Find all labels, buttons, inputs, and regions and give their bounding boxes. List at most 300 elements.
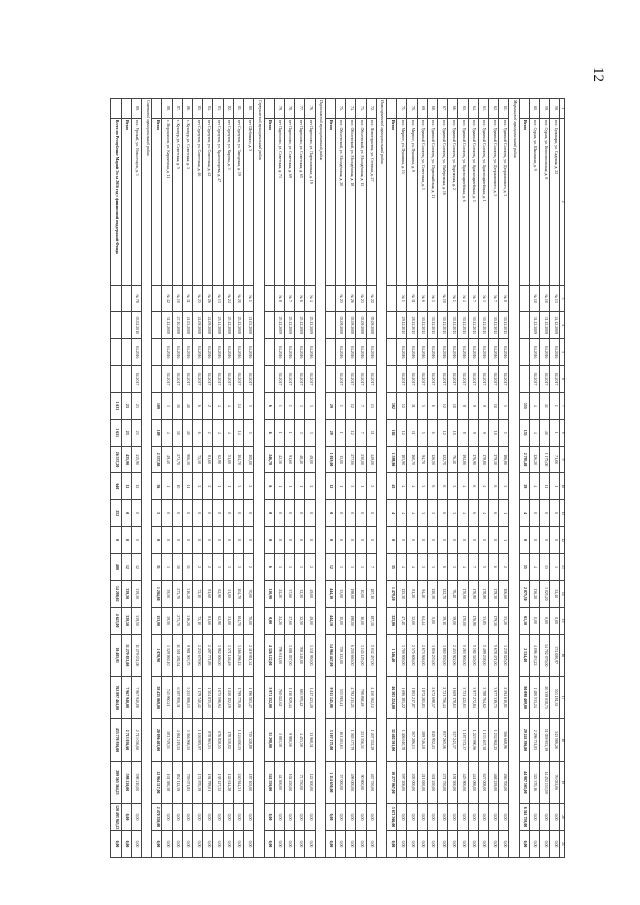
table-cell: 852 112,39 [172,761,182,803]
table-cell: 71. [397,99,407,119]
table-cell: 339,50 [121,607,131,634]
table-cell: 04.2016 [437,339,447,366]
table-cell: 4 [397,500,407,527]
address-cell: Итого [152,118,162,285]
table-cell [519,366,529,393]
table-cell: 1 [284,392,294,419]
table-cell: 04.2016 [356,339,366,366]
table-cell: 04.2017 [550,366,560,393]
table-cell: 4 [386,500,396,527]
table-cell: 9 911 145,00 [325,676,335,718]
table-cell [264,366,274,393]
table-cell: 04.2017 [131,366,141,393]
table-cell: 6 [264,473,274,500]
table-cell: 2 [193,554,203,581]
table-cell: № 10 [540,285,550,312]
table-cell: 170,00 [458,607,468,634]
table-cell: 81,60 [203,580,213,607]
table-cell: 76. [305,99,315,119]
table-cell: 3 977 319,75 [488,676,498,718]
address-cell: с. Кушнур, ул. Советская, д. 5 [172,118,182,285]
table-cell: 0 [427,527,437,554]
table-cell: 10 [448,419,458,446]
table-cell: № 8 [499,285,509,312]
table-cell: 48,40 [295,446,305,473]
section-row [509,99,519,858]
table-cell: 178,80 [478,446,488,473]
table-cell: 0,00 [274,804,284,831]
table-cell: 0,00 [131,804,141,831]
table-cell: 553 181,35 [550,676,560,718]
table-cell: № 22 [366,285,376,312]
table-cell: 0,00 [335,804,345,831]
table-cell: 0,00 [478,830,488,857]
table-cell: 0,00 [397,804,407,831]
table-cell: 3 239 025,00 [499,634,509,676]
table-cell: 05.09.2008 [366,312,376,339]
table-cell: 4 [407,500,417,527]
table-cell: 142 614,28 [223,761,233,803]
table-cell: 0,00 [366,830,376,857]
table-cell: 10 [488,392,498,419]
table-body [111,99,560,858]
table-cell: 0,00 [499,830,509,857]
table-cell [519,285,529,312]
table-cell: 104,70 [233,607,243,634]
table-row [223,99,233,858]
table-cell: 0 [223,500,233,527]
table-cell: 12 [131,554,141,581]
table-cell: 2 [499,554,509,581]
table-cell: 3 [305,392,315,419]
table-cell: 2 075,30 [519,580,529,607]
table-cell: 179,30 [488,580,498,607]
table-cell: 3 [417,500,427,527]
table-cell [111,312,122,339]
table-cell: 0 [244,527,254,554]
table-cell: 6 [264,554,274,581]
table-cell: 0,00 [540,607,550,634]
table-cell: 11 968,51 [305,719,315,761]
table-cell: 444,10 [325,580,335,607]
address-cell: Итого [325,118,335,285]
table-cell: 0,00 [172,804,182,831]
table-cell [519,339,529,366]
table-cell [519,312,529,339]
table-cell: 63. [478,99,488,119]
column-header: 16 [560,634,565,676]
table-cell: 59. [540,99,550,119]
address-cell: пгт Серпухов, ул. Советская, д. 46 [193,118,203,285]
table-cell: 178 330,02 [223,719,233,761]
table-cell: 0,00 [427,804,437,831]
table-cell: 87. [172,99,182,119]
table-cell: 0,00 [346,804,356,831]
table-cell: 1 [284,554,294,581]
table-cell: 39,50 [162,580,172,607]
table-cell: 9 980,56 [284,719,294,761]
table-cell: 0,00 [427,830,437,857]
table-row [550,99,560,858]
table-cell: 30.12.2011 [427,312,437,339]
table-cell: 6 [264,419,274,446]
table-cell: 30.12.2011 [499,312,509,339]
table-row [437,99,447,858]
table-cell: 2 713 036,60 [131,719,141,761]
table-cell: 20 096 403,00 [152,719,162,761]
table-cell: 40 [182,392,192,419]
table-cell: 60. [529,99,539,119]
table-cell: 2 721 756,44 [437,676,447,718]
table-cell: 0,00 [417,830,427,857]
table-cell: 29 [519,473,529,500]
table-cell: 04.2016 [427,339,437,366]
table-cell: 25.12.2009 [284,312,294,339]
address-cell: пос. Урожай, ул. Новоселцов, д. 3 [131,118,141,285]
table-cell: 0,00 [305,804,315,831]
table-cell: 9 [478,392,488,419]
table-cell: 179,10 [488,446,498,473]
table-cell: 1 [284,419,294,446]
table-cell: 186,80 [499,446,509,473]
table-cell: 2 453 922,06 [448,634,458,676]
table-cell: 04.2016 [223,339,233,366]
total-row [519,99,529,858]
table-cell: № 11 [182,285,192,312]
table-cell: 0,00 [417,804,427,831]
table-cell: 0 [284,527,294,554]
table-cell [519,99,529,119]
table-cell: 187,10 [366,607,376,634]
column-header: 19 [560,761,565,803]
table-cell: 435,90 [121,446,131,473]
table-cell: 0 [274,500,284,527]
table-cell: 04.2016 [397,339,407,366]
table-cell: 5 [478,554,488,581]
table-cell: 3 751 422,63 [458,676,468,718]
table-cell: 67. [437,99,447,119]
table-cell: 72. [366,99,376,119]
table-cell: 1 187 572,37 [458,719,468,761]
total-row [264,99,274,858]
table-cell: 78. [284,99,294,119]
table-cell: 277,00 [346,446,356,473]
table-cell: 3 671 566,00 [386,804,396,831]
address-cell: пгт Серпухов, ул. Заводская, д. 19 [233,118,243,285]
table-cell: 4 096 453,22 [529,634,539,676]
table-cell: 11 279 031,00 [131,634,141,676]
table-cell [152,366,162,393]
table-cell: 640 [111,473,122,500]
column-header: 2 [560,118,565,285]
table-cell: 3 865 030,00 [437,634,447,676]
table-cell: 122 300,00 [305,761,315,803]
table-cell: 0 [295,500,305,527]
table-row [427,99,437,858]
table-cell: 4 [213,392,223,419]
column-header: 15 [560,607,565,634]
table-row [162,99,172,858]
table-cell: 316,20 [182,580,192,607]
table-cell: 44 987 503,00 [519,761,529,803]
table-cell: 6 [488,554,498,581]
table-cell: 0 [540,500,550,527]
table-cell: 7 [468,554,478,581]
address-cell: пгт Серпухов, ул. Кирова, д. 3 [223,118,233,285]
table-cell: 2 [305,554,315,581]
table-cell: 30.12.2011 [437,312,447,339]
table-cell [152,339,162,366]
table-cell: 36 [152,473,162,500]
table-cell: 04.2016 [478,339,488,366]
table-cell: 0,00 [458,804,468,831]
table-cell: 15,00 [335,607,345,634]
table-cell: 12 [397,419,407,446]
table-cell: 0,00 [325,830,335,857]
table-cell: 0,00 [223,804,233,831]
table-cell: № 26 [346,285,356,312]
table-cell: 449,00 [366,446,376,473]
table-cell: 3 [448,473,458,500]
table-cell: 1 025,20 [540,580,550,607]
table-cell: 24.09.2008 [203,312,213,339]
table-cell: 240 944,31 [233,761,243,803]
table-cell: 176,90 [468,607,478,634]
table-row [448,99,458,858]
table-cell: 49,00 [305,607,315,634]
table-cell: 2 575 606,00 [407,634,417,676]
table-cell: 120 493 945,23 [111,804,122,831]
table-cell: 0 [346,527,356,554]
table-cell: 81. [233,99,243,119]
table-cell: 273,70 [172,580,182,607]
table-cell: 5 [427,500,437,527]
table-cell: 11 279 031,00 [121,634,131,676]
table-cell: 73. [356,99,366,119]
table-cell: 62. [488,99,498,119]
table-cell: 3 107 175,00 [325,719,335,761]
address-cell: пос. Удачный Солонец, ул. Курганная, д. 2 [448,118,458,285]
table-cell: 49,00 [305,446,315,473]
table-row [182,99,192,858]
table-cell: 04.2017 [437,366,447,393]
table-cell: 0 [550,527,560,554]
table-cell: 11 [407,392,417,419]
table-cell: 76,40 [448,446,458,473]
table-cell: 3 [233,554,243,581]
table-cell: 0 [529,527,539,554]
table-cell: 1 609 178,63 [448,676,458,718]
table-cell: 251 356,51 [356,719,366,761]
table-cell: 91,60 [284,446,294,473]
address-cell: Всего по Республике Марий Эл за 2016 год с финансовой поддержкой Фонда [111,118,122,285]
table-cell: 3 [305,419,315,446]
table-row [397,99,407,858]
table-cell: № 5 [427,285,437,312]
table-cell: 6 [468,473,478,500]
table-cell: 12 [325,473,335,500]
table-cell: 1 631 [111,392,122,419]
table-cell [121,339,131,366]
table-cell: 0 [244,500,254,527]
table-cell: 0 [131,500,141,527]
table-cell: 82. [223,99,233,119]
address-cell: пос. Удачный Солонец, ул. Красноармейская, д. 1 [478,118,488,285]
table-cell: № 42 [162,285,172,312]
table-cell: 323 370,16 [529,761,539,803]
address-cell: пгт Серпухов, ул. Краснозорева, д. 47 [213,118,223,285]
table-cell: 86. [182,99,192,119]
table-cell: 0 [172,500,182,527]
table-row [529,99,539,858]
table-cell: 4 [407,554,417,581]
table-cell: 04.2017 [346,366,356,393]
table-cell: 9 [468,392,478,419]
table-cell: 0,00 [356,804,366,831]
table-cell: 04.2017 [305,366,315,393]
table-cell: 0,00 [468,830,478,857]
section-row [376,99,386,858]
table-cell: 735 328,88 [244,719,254,761]
table-cell [264,312,274,339]
table-cell: 04.2016 [417,339,427,366]
table-cell: 04.2017 [233,366,243,393]
table-cell [264,99,274,119]
table-cell: 0 [223,527,233,554]
table-cell: 7 [366,554,376,581]
table-cell: 62,90 [213,607,223,634]
table-cell: 2 119 951,34 [244,634,254,676]
table-cell: 2 [244,473,254,500]
column-header: 7 [560,392,565,419]
table-cell: 0,00 [529,804,539,831]
table-cell: 138 127,32 [213,761,223,803]
table-cell: 35 [386,554,396,581]
table-cell: 2 255 679,90 [193,634,203,676]
table-cell: 122,70 [437,580,447,607]
table-cell: 1 [356,473,366,500]
table-cell: 0,00 [172,830,182,857]
table-cell: 04.2017 [540,366,550,393]
table-cell: 24,20 [274,580,284,607]
table-cell: 125,30 [397,580,407,607]
table-cell: 1 [550,392,560,419]
table-cell: 25.11.2008 [213,312,223,339]
table-cell: 598 210,00 [121,761,131,803]
table-cell [121,312,131,339]
table-cell: 2 594 610,81 [499,676,509,718]
address-cell: пос. Новогорьевск, ул. Степная, д. 27 [366,118,376,285]
table-cell: 04.2017 [529,366,539,393]
table-cell: 1 204,80 [152,580,162,607]
table-cell: 0,00 [213,804,223,831]
table-cell: 4 150 362,12 [366,676,376,718]
table-cell: 0 [182,527,192,554]
table-cell: 4 [478,500,488,527]
table-cell: 5 [499,419,509,446]
table-row [131,99,141,858]
table-cell: 43 [386,473,396,500]
table-cell: 533 918,41 [335,676,345,718]
table-cell: 30.12.2011 [488,312,498,339]
housing-program-table [110,98,565,858]
table-cell: 102 [386,419,396,446]
address-cell: пос. Удачный Солонец, ул. Первомайская, д. 11 [427,118,437,285]
table-cell: 198,00 [346,607,356,634]
table-cell: 0 [325,527,335,554]
table-cell: 0 [335,527,345,554]
table-cell: 64. [468,99,478,119]
table-cell: 0 [152,527,162,554]
column-header: 1 [560,99,565,119]
table-cell: 11 501 282,54 [172,634,182,676]
table-cell: 14 208,02 [111,580,122,607]
table-cell: 0 [397,527,407,554]
table-cell: 03.09.2008 [346,312,356,339]
table-cell: 878 961,53 [203,719,213,761]
table-row [346,99,356,858]
table-cell: 79. [274,99,284,119]
table-row [305,99,315,858]
table-cell: 69. [417,99,427,119]
table-row [356,99,366,858]
table-cell: 758 152,00 [335,634,345,676]
table-cell: 73 750,00 [295,761,305,803]
table-cell: 3 [417,554,427,581]
section-row [254,99,264,858]
table-cell: 2 [244,554,254,581]
table-cell: 5 678 471,00 [488,634,498,676]
column-header: 20 [560,804,565,831]
table-cell: 0 [213,500,223,527]
table-cell: 0 [203,500,213,527]
table-cell: 798 868,49 [356,676,366,718]
table-cell [386,99,396,119]
table-cell: 0,00 [407,804,417,831]
table-cell: 1 480 533,24 [529,676,539,718]
table-cell: 04.2016 [499,339,509,366]
table-cell: 04.2017 [458,366,468,393]
section-title: Новогорьевский муниципальный район [376,99,386,858]
table-cell: 4 [397,554,407,581]
page-number: 12 [590,67,606,82]
section-title: Серпуховский муниципальный район [254,99,264,858]
table-cell: 0,00 [540,804,550,831]
table-cell: 04.2017 [478,366,488,393]
table-cell: 543 586,26 [550,719,560,761]
table-cell: 0,00 [550,830,560,857]
table-cell: 04.2017 [488,366,498,393]
table-cell: 27.10.2008 [172,312,182,339]
table-cell: 174 970,39 [193,761,203,803]
table-cell: 1 [499,527,509,554]
table-cell: 9 [478,419,488,446]
table-cell: 04.2017 [244,366,254,393]
table-cell: 29 241 396,80 [519,719,529,761]
table-cell [386,366,396,393]
table-cell: 9 [468,419,478,446]
table-cell: 0 [366,500,376,527]
total-row [111,99,122,858]
table-cell: 0,00 [244,830,254,857]
table-cell: 29.12.2011 [397,312,407,339]
table-cell: 211 000,00 [417,761,427,803]
address-cell: Итого [121,118,131,285]
table-cell: 0,00 [478,804,488,831]
address-cell: пгт Шебекино, д. 5 [244,118,254,285]
table-cell: 4 [213,419,223,446]
table-cell: 2 673 946,00 [417,634,427,676]
